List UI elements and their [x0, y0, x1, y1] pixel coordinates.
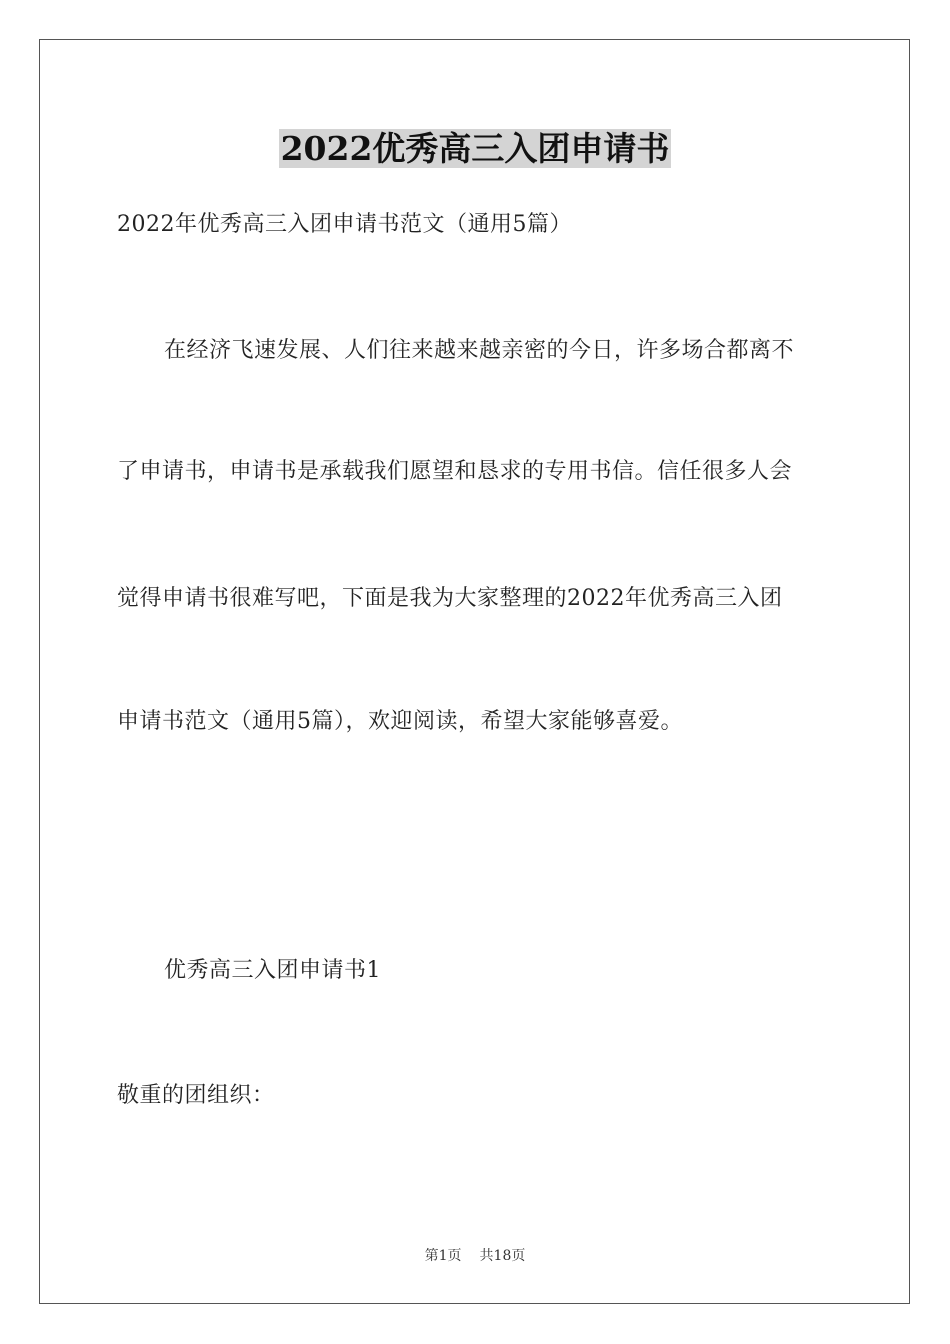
- page-footer: [0, 1245, 950, 1265]
- intro-line-1: 在经济飞速发展、人们往来越来越亲密的今日，许多场合都离不: [164, 338, 795, 363]
- page-total: 共18页: [479, 1248, 526, 1264]
- document-title-text: 2022优秀高三入团申请书: [280, 129, 670, 168]
- salutation: 敬重的团组织：: [117, 1083, 275, 1108]
- document-title: [0, 125, 950, 173]
- intro-line-2: 了申请书，申请书是承载我们愿望和恳求的专用书信。信任很多人会: [117, 459, 793, 484]
- page-number: 第1页: [424, 1248, 462, 1264]
- intro-line-4: 申请书范文（通用5篇），欢迎阅读，希望大家能够喜爱。: [117, 709, 683, 734]
- intro-line-3: 觉得申请书很难写吧，下面是我为大家整理的2022年优秀高三入团: [117, 586, 783, 611]
- document-subtitle: 2022年优秀高三入团申请书范文（通用5篇）: [117, 212, 572, 237]
- section-heading: 优秀高三入团申请书1: [164, 958, 381, 983]
